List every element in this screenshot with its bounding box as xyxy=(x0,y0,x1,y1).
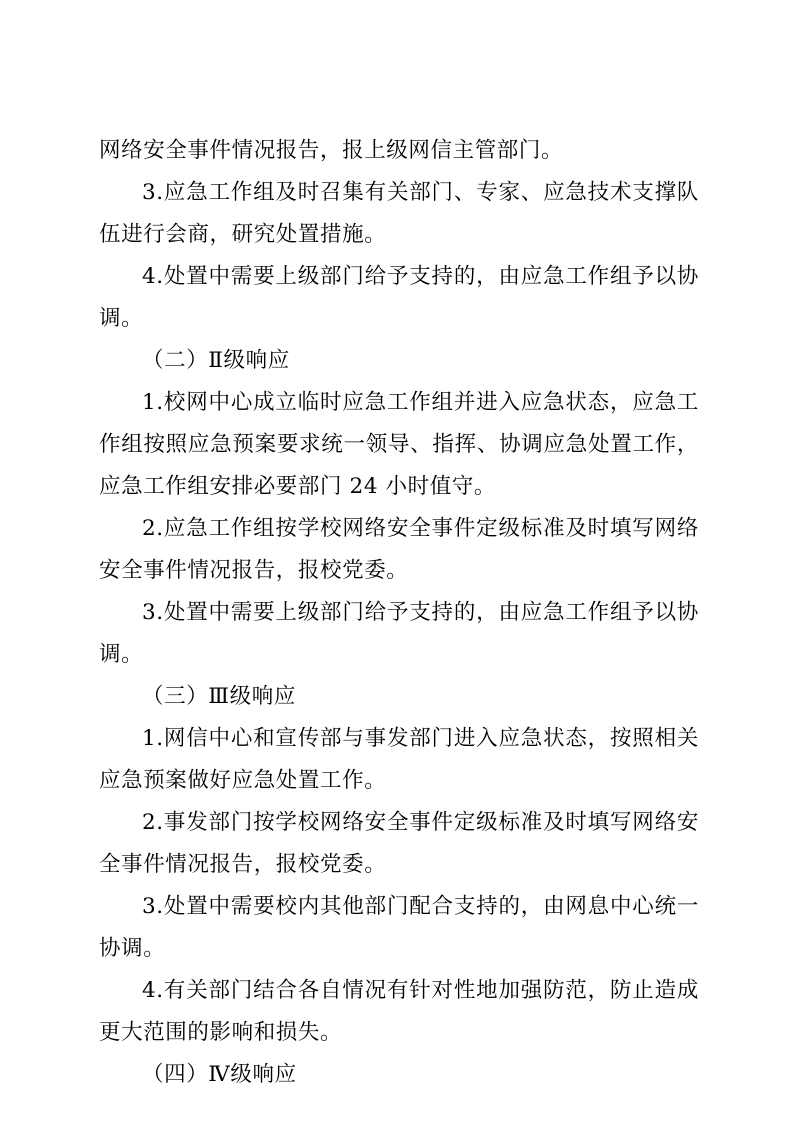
paragraph: 网络安全事件情况报告，报上级网信主管部门。 xyxy=(99,138,564,163)
paragraph: 1.校网中心成立临时应急工作组并进入应急状态，应急工作组按照应急预案要求统一领导、指挥、协调应急处置工作，应急工作组安排必要部门 24 小时值守。 xyxy=(99,390,699,499)
paragraph: 4.处置中需要上级部门给予支持的，由应急工作组予以协调。 xyxy=(99,264,699,331)
paragraph: 1.网信中心和宣传部与事发部门进入应急状态，按照相关应急预案做好应急处置工作。 xyxy=(99,726,699,793)
section-heading: （二）Ⅱ级响应 xyxy=(142,348,290,373)
paragraph: 3.处置中需要上级部门给予支持的，由应急工作组予以协调。 xyxy=(99,600,699,667)
document-body xyxy=(99,130,699,1096)
paragraph: 2.事发部门按学校网络安全事件定级标准及时填写网络安全事件情况报告，报校党委。 xyxy=(99,810,699,877)
paragraph: 2.应急工作组按学校网络安全事件定级标准及时填写网络安全事件情况报告，报校党委。 xyxy=(99,516,699,583)
section-heading: （四）Ⅳ级响应 xyxy=(142,1062,297,1087)
section-heading: （三）Ⅲ级响应 xyxy=(142,684,296,709)
paragraph: 3.处置中需要校内其他部门配合支持的，由网息中心统一协调。 xyxy=(99,894,699,961)
paragraph: 3.应急工作组及时召集有关部门、专家、应急技术支撑队伍进行会商，研究处置措施。 xyxy=(99,180,699,247)
paragraph: 4.有关部门结合各自情况有针对性地加强防范，防止造成更大范围的影响和损失。 xyxy=(99,978,699,1045)
